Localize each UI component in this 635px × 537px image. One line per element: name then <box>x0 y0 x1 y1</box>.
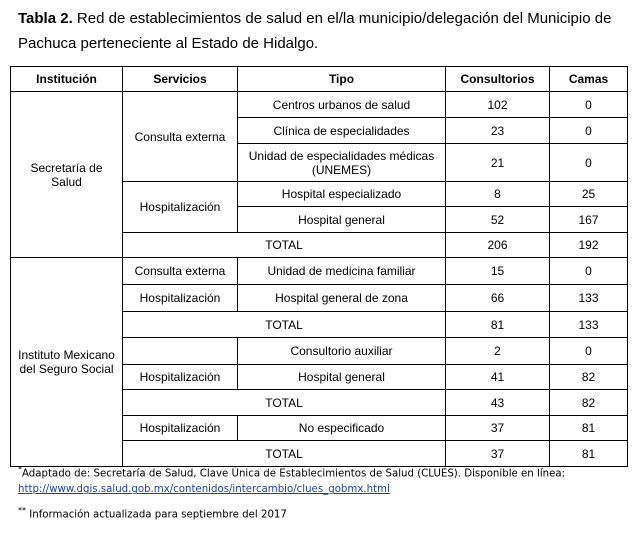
tipo-cell: Centros urbanos de salud <box>238 92 446 118</box>
table-caption <box>18 6 618 56</box>
total-camas: 133 <box>550 312 628 338</box>
footnote-mark: * <box>18 465 22 474</box>
total-camas: 82 <box>550 390 628 416</box>
total-label: TOTAL <box>123 390 446 416</box>
service-cell: Hospitalización <box>123 365 238 390</box>
caption-label: Tabla 2. <box>18 10 73 27</box>
consultorios-cell: 23 <box>446 118 550 144</box>
camas-cell: 0 <box>550 144 628 182</box>
footnote-mark: ** <box>18 506 26 515</box>
total-camas: 192 <box>550 233 628 258</box>
health-establishments-table <box>10 66 628 467</box>
footnote-text: Información actualizada para septiembre del 2017 <box>26 509 287 521</box>
camas-cell: 133 <box>550 285 628 312</box>
total-consultorios: 37 <box>446 441 550 467</box>
total-label: TOTAL <box>123 233 446 258</box>
footnote-text: Adaptado de: Secretaría de Salud, Clave Única de Establecimientos de Salud (CLUES). Disponible en línea: <box>22 468 566 480</box>
total-label: TOTAL <box>123 441 446 467</box>
header-institucion: Institución <box>11 67 123 92</box>
footnote-update <box>18 506 287 520</box>
service-cell: Consulta externa <box>123 92 238 182</box>
camas-cell: 81 <box>550 416 628 441</box>
total-camas: 81 <box>550 441 628 467</box>
table-row <box>11 92 628 118</box>
tipo-cell: Consultorio auxiliar <box>238 338 446 365</box>
camas-cell: 0 <box>550 258 628 285</box>
camas-cell: 167 <box>550 207 628 233</box>
service-cell: Consulta externa <box>123 258 238 285</box>
camas-cell: 0 <box>550 338 628 365</box>
header-consultorios: Consultorios <box>446 67 550 92</box>
service-cell: Hospitalización <box>123 285 238 312</box>
camas-cell: 25 <box>550 182 628 207</box>
camas-cell: 82 <box>550 365 628 390</box>
footnote-source <box>18 462 618 498</box>
clues-link[interactable]: http://www.dgis.salud.gob.mx/contenidos/intercambio/clues_gobmx.html <box>18 484 390 496</box>
consultorios-cell: 37 <box>446 416 550 441</box>
tipo-cell: Hospital general <box>238 207 446 233</box>
header-tipo: Tipo <box>238 67 446 92</box>
consultorios-cell: 66 <box>446 285 550 312</box>
total-consultorios: 81 <box>446 312 550 338</box>
tipo-cell: Hospital general de zona <box>238 285 446 312</box>
tipo-cell: Unidad de medicina familiar <box>238 258 446 285</box>
tipo-cell: Hospital especializado <box>238 182 446 207</box>
header-camas: Camas <box>550 67 628 92</box>
service-cell: Hospitalización <box>123 182 238 233</box>
tipo-cell: Clínica de especialidades <box>238 118 446 144</box>
service-cell-empty <box>123 338 238 365</box>
consultorios-cell: 21 <box>446 144 550 182</box>
service-cell: Hospitalización <box>123 416 238 441</box>
total-consultorios: 43 <box>446 390 550 416</box>
tipo-cell: Hospital general <box>238 365 446 390</box>
consultorios-cell: 41 <box>446 365 550 390</box>
total-consultorios: 206 <box>446 233 550 258</box>
table-row <box>11 258 628 285</box>
consultorios-cell: 52 <box>446 207 550 233</box>
consultorios-cell: 2 <box>446 338 550 365</box>
institution-cell: Instituto Mexicano del Seguro Social <box>11 258 123 467</box>
consultorios-cell: 102 <box>446 92 550 118</box>
camas-cell: 0 <box>550 92 628 118</box>
camas-cell: 0 <box>550 118 628 144</box>
consultorios-cell: 15 <box>446 258 550 285</box>
consultorios-cell: 8 <box>446 182 550 207</box>
caption-text: Red de establecimientos de salud en el/la municipio/delegación del Municipio de Pachuca perteneciente al Estado de Hidalgo. <box>18 10 612 52</box>
total-label: TOTAL <box>123 312 446 338</box>
tipo-cell: Unidad de especialidades médicas (UNEMES) <box>238 144 446 182</box>
tipo-cell: No especificado <box>238 416 446 441</box>
header-servicios: Servicios <box>123 67 238 92</box>
institution-cell: Secretaría de Salud <box>11 92 123 258</box>
